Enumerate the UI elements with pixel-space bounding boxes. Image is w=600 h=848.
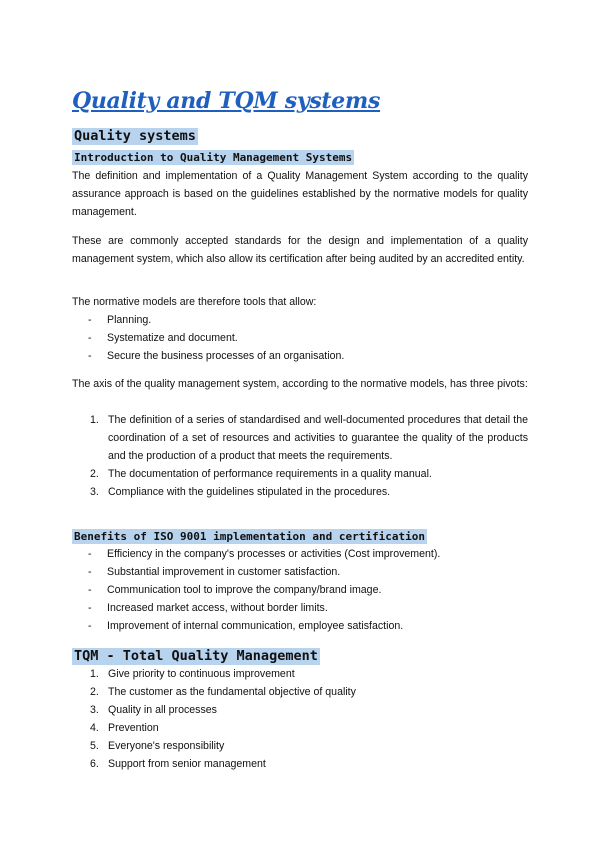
section-heading-quality-systems: Quality systems [74, 128, 196, 144]
bullet-dash: - [88, 314, 92, 326]
list-item: 3. Compliance with the guidelines stipulated in the procedures. [90, 486, 391, 498]
tools-list [72, 311, 528, 365]
list-item: - Planning. [72, 311, 528, 329]
paragraph-normative-models: The normative models are therefore tools that allow: [72, 296, 317, 308]
tqm-list [72, 665, 528, 773]
list-item: 1. The definition of a series of standardised and well-documented procedures that detail the coordination of a set of resources and activities to guarantee the quality of the products and the production of a product that meets the requirements. [90, 414, 528, 462]
bullet-dash: - [88, 350, 92, 362]
list-item: 6. Support from senior management [90, 758, 266, 770]
paragraph-standards: These are commonly accepted standards for the design and implementation of a quality management system, which also allow its certification after being audited by an accredited entity. [72, 235, 528, 265]
subheading-benefits: Benefits of ISO 9001 implementation and certification [74, 530, 425, 543]
bullet-dash: - [88, 602, 92, 614]
list-item: - Improvement of internal communication, employee satisfaction. [72, 617, 528, 635]
paragraph-definition: The definition and implementation of a Quality Management System according to the quality assurance approach is based on the guidelines established by the normative models for quality management. [72, 170, 528, 218]
list-item: - Increased market access, without border limits. [72, 599, 528, 617]
list-item: 2. The customer as the fundamental objective of quality [90, 686, 356, 698]
list-item: 2. The documentation of performance requirements in a quality manual. [90, 468, 432, 480]
list-item: 3. Quality in all processes [90, 704, 217, 716]
list-item: - Systematize and document. [72, 329, 528, 347]
list-item: - Substantial improvement in customer satisfaction. [72, 563, 528, 581]
list-item: 5. Everyone's responsibility [90, 740, 225, 752]
list-item: - Communication tool to improve the company/brand image. [72, 581, 528, 599]
pivots-list [72, 411, 528, 501]
list-item: 1. Give priority to continuous improvement [90, 668, 295, 680]
benefits-list [72, 545, 528, 635]
bullet-dash: - [88, 620, 92, 632]
document-title: Quality and TQM systems [72, 88, 381, 114]
bullet-dash: - [88, 584, 92, 596]
paragraph-axis: The axis of the quality management system, according to the normative models, has three pivots: [72, 378, 528, 390]
bullet-dash: - [88, 332, 92, 344]
subheading-introduction: Introduction to Quality Management Systems [74, 151, 353, 164]
section-heading-tqm: TQM - Total Quality Management [74, 648, 318, 664]
list-item: 4. Prevention [90, 722, 159, 734]
list-item: - Efficiency in the company's processes or activities (Cost improvement). [72, 545, 528, 563]
bullet-dash: - [88, 548, 92, 560]
bullet-dash: - [88, 566, 92, 578]
list-item: - Secure the business processes of an organisation. [72, 347, 528, 365]
